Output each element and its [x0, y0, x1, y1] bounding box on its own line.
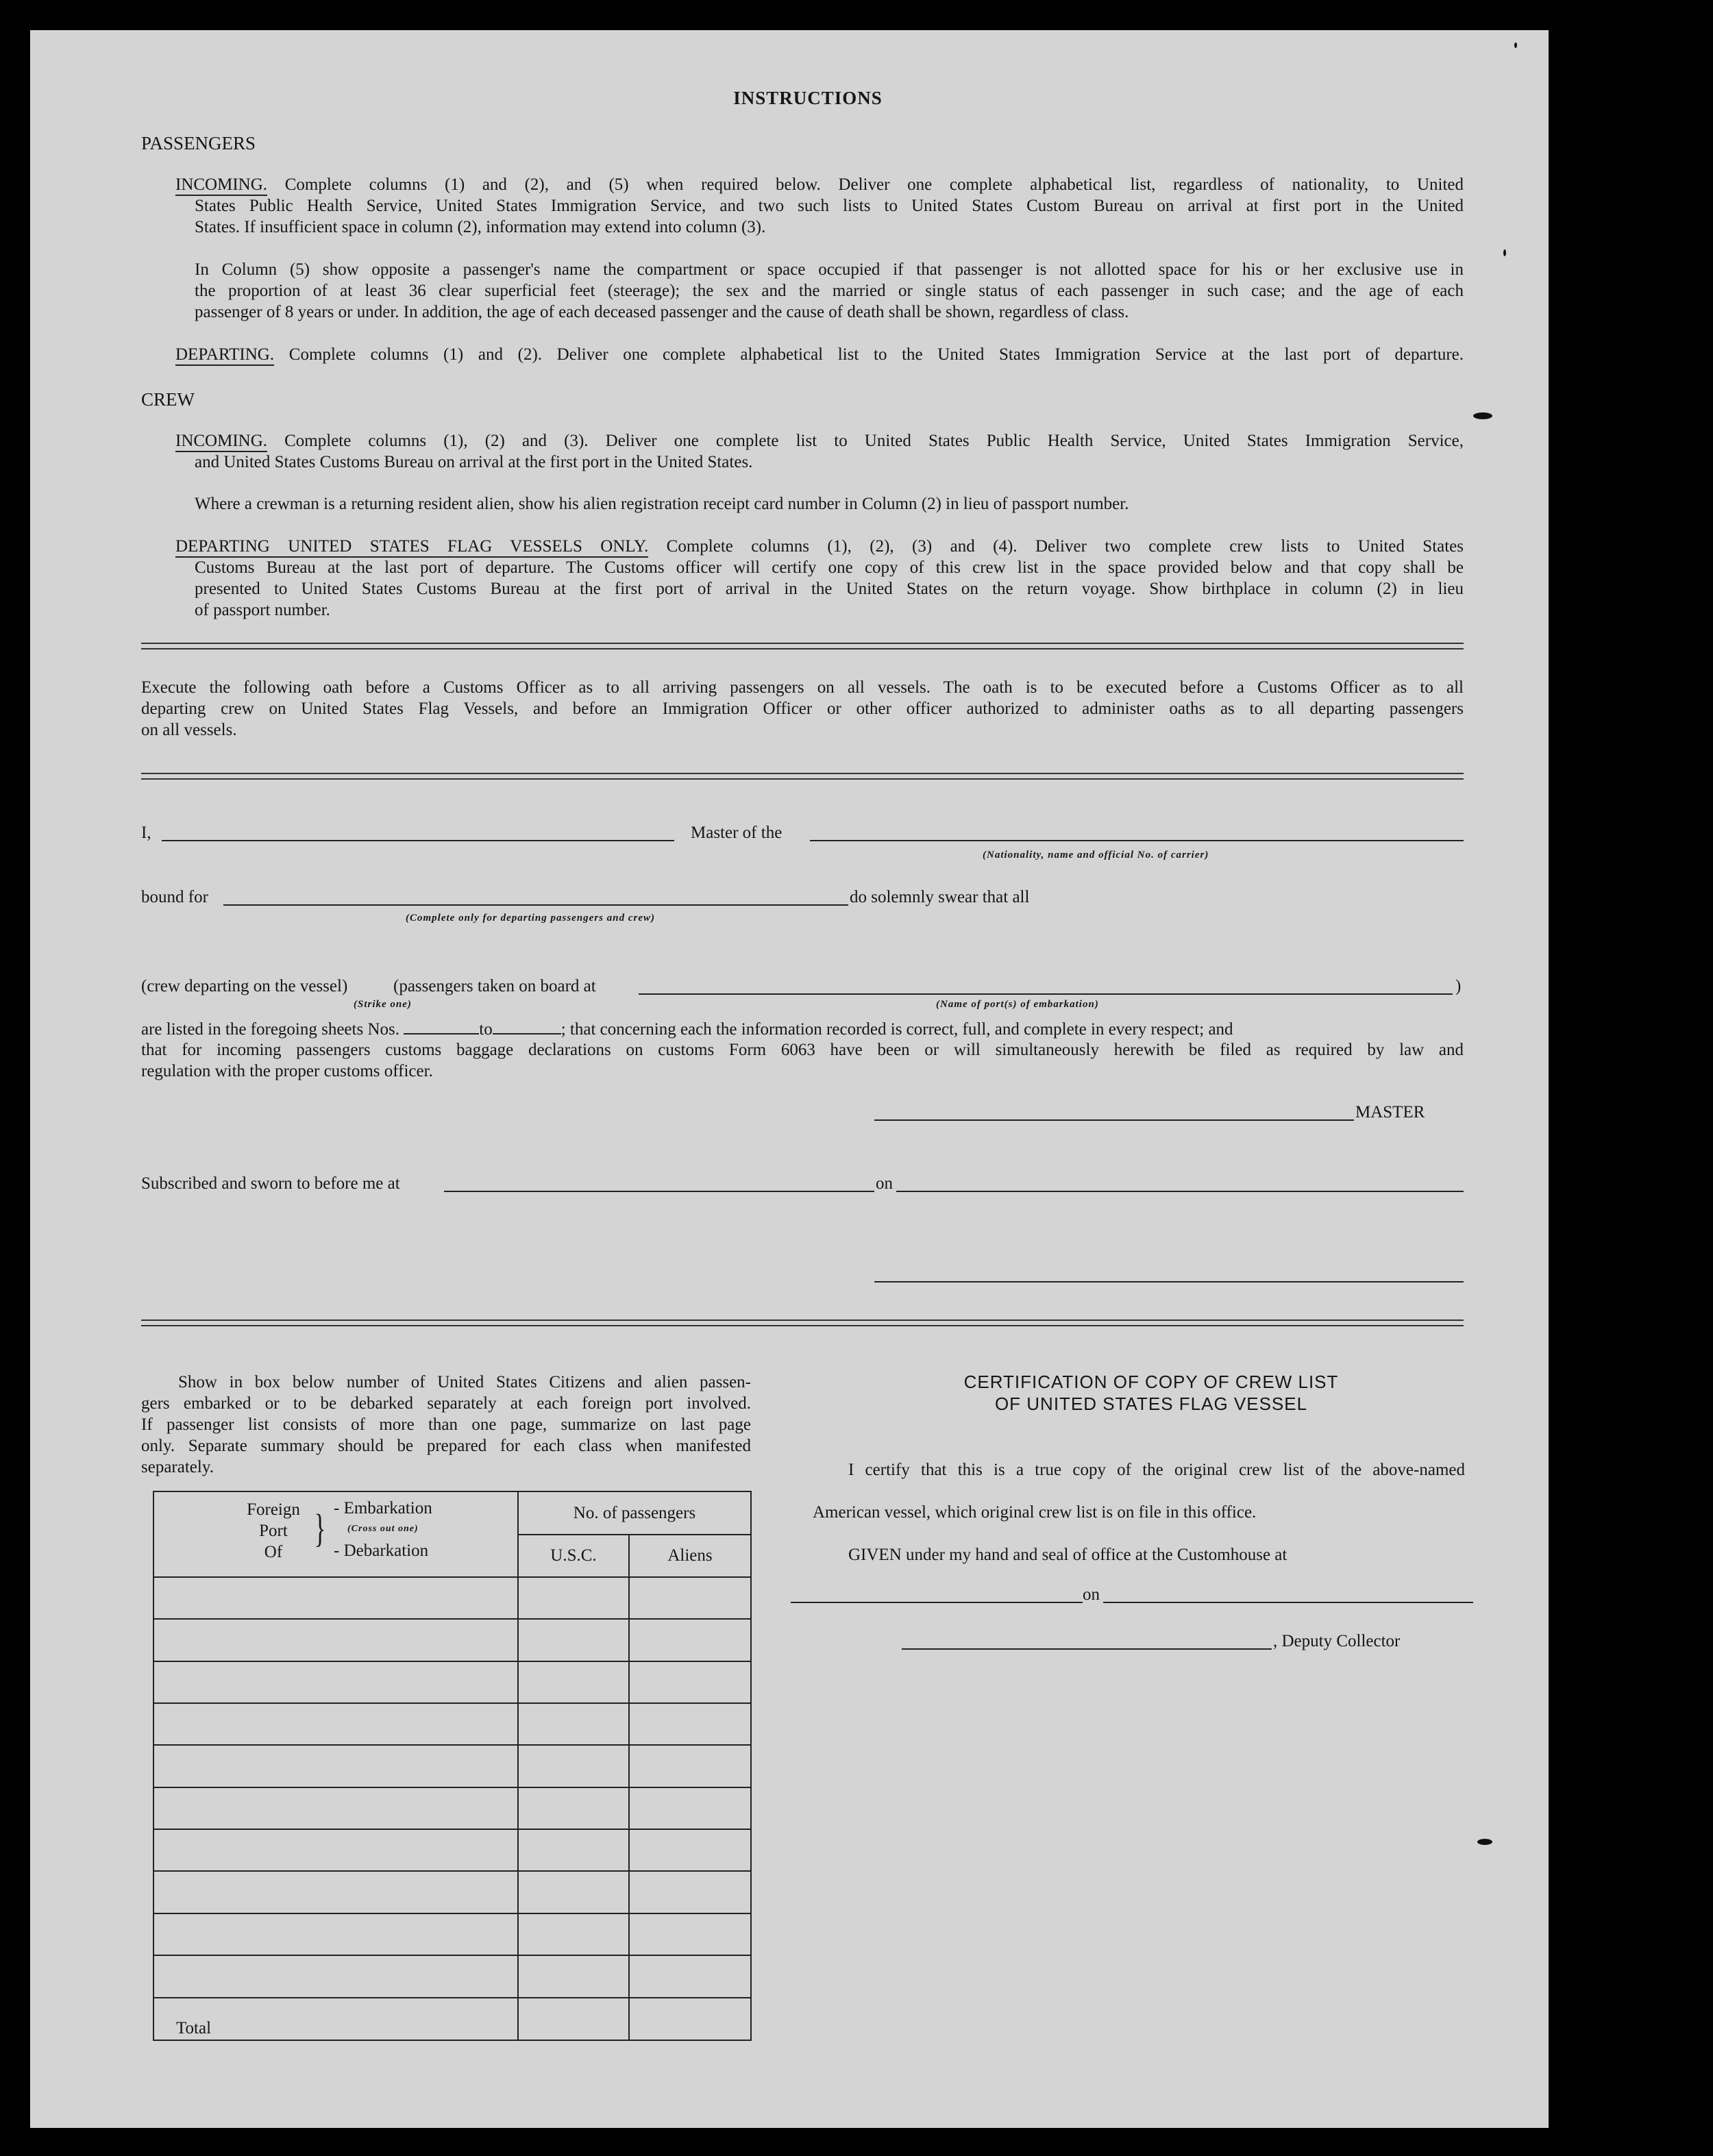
aliens-cell[interactable] — [629, 1871, 751, 1913]
passengers-incoming-line-1 — [175, 174, 1464, 196]
aliens-cell[interactable] — [629, 1703, 751, 1745]
table-total-row — [153, 1998, 751, 2040]
certification-date-field[interactable] — [1103, 1602, 1473, 1603]
table-row — [153, 1871, 751, 1913]
port-cell[interactable] — [153, 1703, 518, 1745]
usc-cell[interactable] — [518, 1787, 629, 1829]
summary-line-1: Show in box below number of United States Citizens and alien passen- — [178, 1373, 751, 1391]
aliens-cell[interactable] — [629, 1955, 751, 1997]
master-name-field[interactable] — [162, 840, 674, 841]
master-signature-field[interactable] — [874, 1119, 1354, 1121]
close-paren: ) — [1455, 977, 1462, 995]
usc-cell[interactable] — [518, 1619, 629, 1661]
listed-to: to — [479, 1020, 493, 1039]
aliens-cell[interactable] — [629, 1619, 751, 1661]
certification-line-1: I certify that this is a true copy of the original crew list of the above-named — [848, 1461, 1465, 1479]
crew-incoming-line-2: and United States Customs Bureau on arrival at the first port in the United States. — [195, 453, 753, 471]
divider-3 — [141, 1319, 1464, 1326]
swear-text: do solemnly swear that all — [850, 888, 1030, 906]
carrier-field[interactable] — [810, 840, 1464, 841]
aliens-cell[interactable] — [629, 1745, 751, 1787]
crew-incoming-line-1 — [175, 430, 1464, 452]
port-cell[interactable] — [153, 1577, 518, 1619]
certification-line-3: GIVEN under my hand and seal of office at the Customhouse at — [848, 1546, 1287, 1564]
usc-header: U.S.C. — [518, 1535, 629, 1576]
crew-alien-note: Where a crewman is a returning resident alien, show his alien registration receipt card number in Column (2) in lieu of passport number. — [195, 495, 1129, 513]
crew-heading: CREW — [141, 389, 195, 410]
passengers-departing-line — [175, 344, 1464, 366]
divider-1 — [141, 643, 1464, 649]
oath-instructions-line-3: on all vessels. — [141, 721, 237, 739]
usc-cell[interactable] — [518, 1745, 629, 1787]
aliens-header: Aliens — [629, 1535, 751, 1576]
port-cell[interactable] — [153, 1829, 518, 1871]
table-row — [153, 1619, 751, 1661]
certification-on-label: on — [1083, 1585, 1100, 1604]
of-label: Of — [264, 1543, 283, 1561]
officer-signature-field[interactable] — [874, 1281, 1464, 1283]
passengers-departing-label: DEPARTING. — [175, 345, 274, 366]
port-caption: (Name of port(s) of embarkation) — [936, 999, 1099, 1010]
port-cell[interactable] — [153, 1661, 518, 1703]
embarkation-label: - Embarkation — [334, 1499, 432, 1517]
sworn-date-field[interactable] — [896, 1191, 1464, 1192]
crew-departing-line-2: Customs Bureau at the last port of departure. The Customs officer will certify one copy of this crew list in the space provided below and that copy shall be — [195, 558, 1464, 577]
crew-departing-option: (crew departing on the vessel) — [141, 977, 348, 995]
crew-departing-label: DEPARTING UNITED STATES FLAG VESSELS ONLY. — [175, 537, 648, 558]
oath-instructions-line-2: departing crew on United States Flag Vessels, and before an Immigration Officer or other officer authorized to administer oaths as to all departing passengers — [141, 699, 1464, 718]
scan-speck — [1473, 412, 1492, 419]
crew-incoming-text-1: Complete columns (1), (2) and (3). Deliver one complete list to United States Public Health Service, United States Immigration Service, — [284, 432, 1464, 450]
table-row — [153, 1745, 751, 1787]
deputy-collector-label: , Deputy Collector — [1273, 1632, 1401, 1650]
customhouse-field[interactable] — [791, 1602, 1083, 1603]
no-passengers-header: No. of passengers — [518, 1491, 751, 1535]
master-of-label: Master of the — [691, 823, 782, 842]
port-cell[interactable] — [153, 1955, 518, 1997]
cross-out-caption: (Cross out one) — [347, 1524, 419, 1534]
foreign-port-header — [153, 1491, 518, 1577]
crew-departing-line-3: presented to United States Customs Bureau at the first port of arrival in the United States on the return voyage. Show birthplace in column (2) in lieu — [195, 580, 1464, 598]
crew-departing-line-4: of passport number. — [195, 601, 330, 619]
summary-line-4: only. Separate summary should be prepared for each class when manifested — [141, 1437, 751, 1455]
table-row — [153, 1829, 751, 1871]
usc-total-cell[interactable] — [518, 1998, 629, 2040]
passengers-taken-option: (passengers taken on board at — [393, 977, 596, 995]
table-row — [153, 1703, 751, 1745]
sworn-on-label: on — [876, 1174, 893, 1193]
summary-line-5: separately. — [141, 1458, 214, 1476]
bound-for-field[interactable] — [223, 904, 848, 906]
passengers-incoming-label: INCOMING. — [175, 175, 267, 196]
listed-text-b: ; that concerning each the information recorded is correct, full, and complete in every respect; and — [560, 1020, 1233, 1039]
embarkation-port-field[interactable] — [639, 993, 1453, 995]
divider-2 — [141, 773, 1464, 780]
aliens-cell[interactable] — [629, 1829, 751, 1871]
listed-line-3: regulation with the proper customs officer. — [141, 1062, 433, 1080]
table-row — [153, 1913, 751, 1955]
passengers-incoming-line-3: States. If insufficient space in column (2), information may extend into column (3). — [195, 218, 766, 236]
foreign-label: Foreign — [247, 1500, 300, 1519]
table-row — [153, 1787, 751, 1829]
oath-i-label: I, — [141, 823, 151, 842]
foreign-port-label — [235, 1499, 312, 1563]
passenger-summary-table — [153, 1491, 752, 2041]
scan-speck — [1477, 1839, 1492, 1845]
carrier-caption: (Nationality, name and official No. of carrier) — [983, 850, 1209, 860]
bound-for-caption: (Complete only for departing passengers and crew) — [406, 913, 655, 924]
column5-line-1: In Column (5) show opposite a passenger's name the compartment or space occupied if that passenger is not allotted space for his or her exclusive use in — [195, 260, 1464, 279]
document-page — [30, 30, 1549, 2128]
passengers-incoming-text-1: Complete columns (1) and (2), and (5) when required below. Deliver one complete alphabetical list, regardless of nationality, to United — [284, 175, 1464, 194]
brace-icon: } — [314, 1506, 326, 1550]
aliens-cell[interactable] — [629, 1787, 751, 1829]
aliens-cell[interactable] — [629, 1577, 751, 1619]
usc-cell[interactable] — [518, 1913, 629, 1955]
port-cell[interactable] — [153, 1787, 518, 1829]
aliens-cell[interactable] — [629, 1913, 751, 1955]
table-row — [153, 1661, 751, 1703]
column5-line-3: passenger of 8 years or under. In addition, the age of each deceased passenger and the cause of death shall be shown, regardless of class. — [195, 303, 1129, 321]
port-cell[interactable] — [153, 1619, 518, 1661]
certification-title-2: OF UNITED STATES FLAG VESSEL — [994, 1393, 1308, 1414]
debarkation-label: - Debarkation — [334, 1541, 429, 1560]
aliens-cell[interactable] — [629, 1661, 751, 1703]
port-cell[interactable] — [153, 1913, 518, 1955]
usc-cell[interactable] — [518, 1703, 629, 1745]
sheet-from-field[interactable] — [404, 1018, 479, 1034]
scan-speck — [1514, 42, 1517, 48]
passengers-incoming-line-2: States Public Health Service, United States Immigration Service, and two such lists to United States Custom Bureau on arrival at first port in the United — [195, 197, 1464, 215]
usc-cell[interactable] — [518, 1955, 629, 1997]
deputy-signature-field[interactable] — [902, 1648, 1272, 1650]
total-label: Total — [153, 1998, 518, 2040]
summary-line-2: gers embarked or to be debarked separately at each foreign port involved. — [141, 1394, 751, 1413]
oath-instructions-line-1: Execute the following oath before a Customs Officer as to all arriving passengers on all vessels. The oath is to be executed before a Customs Officer as to all — [141, 678, 1464, 697]
usc-cell[interactable] — [518, 1829, 629, 1871]
listed-line-1 — [141, 1018, 1464, 1041]
usc-cell[interactable] — [518, 1577, 629, 1619]
sworn-location-field[interactable] — [444, 1191, 874, 1192]
passengers-departing-text: Complete columns (1) and (2). Deliver one complete alphabetical list to the United States Immigration Service at the last port of departure. — [288, 345, 1464, 364]
scan-speck — [1503, 249, 1506, 256]
strike-one-caption: (Strike one) — [354, 999, 412, 1010]
crew-departing-line-1 — [175, 536, 1464, 558]
sheet-to-field[interactable] — [493, 1018, 561, 1034]
port-cell[interactable] — [153, 1871, 518, 1913]
port-label: Port — [259, 1522, 288, 1540]
table-header-row — [153, 1491, 751, 1535]
table-row — [153, 1577, 751, 1619]
crew-incoming-label: INCOMING. — [175, 432, 267, 452]
certification-title-1: CERTIFICATION OF COPY OF CREW LIST — [963, 1372, 1339, 1392]
table-row — [153, 1955, 751, 1997]
port-cell[interactable] — [153, 1745, 518, 1787]
crew-departing-text-1: Complete columns (1), (2), (3) and (4). Deliver two complete crew lists to United States — [666, 537, 1464, 556]
listed-text-a: are listed in the foregoing sheets Nos. — [141, 1020, 399, 1039]
usc-cell[interactable] — [518, 1871, 629, 1913]
usc-cell[interactable] — [518, 1661, 629, 1703]
summary-line-3: If passenger list consists of more than one page, summarize on last page — [141, 1415, 751, 1434]
page-title: INSTRUCTIONS — [733, 88, 883, 108]
aliens-total-cell[interactable] — [629, 1998, 751, 2040]
passengers-heading: PASSENGERS — [141, 133, 256, 153]
bound-for-label: bound for — [141, 888, 208, 906]
certification-line-2: American vessel, which original crew list is on file in this office. — [813, 1503, 1257, 1522]
column5-line-2: the proportion of at least 36 clear superficial feet (steerage); the sex and the married or single status of each passenger in such case; and the age of each — [195, 282, 1464, 300]
subscribed-label: Subscribed and sworn to before me at — [141, 1174, 400, 1193]
master-label: MASTER — [1355, 1103, 1425, 1122]
listed-line-2: that for incoming passengers customs baggage declarations on customs Form 6063 have been or will simultaneously herewith be filed as required by law and — [141, 1041, 1464, 1059]
